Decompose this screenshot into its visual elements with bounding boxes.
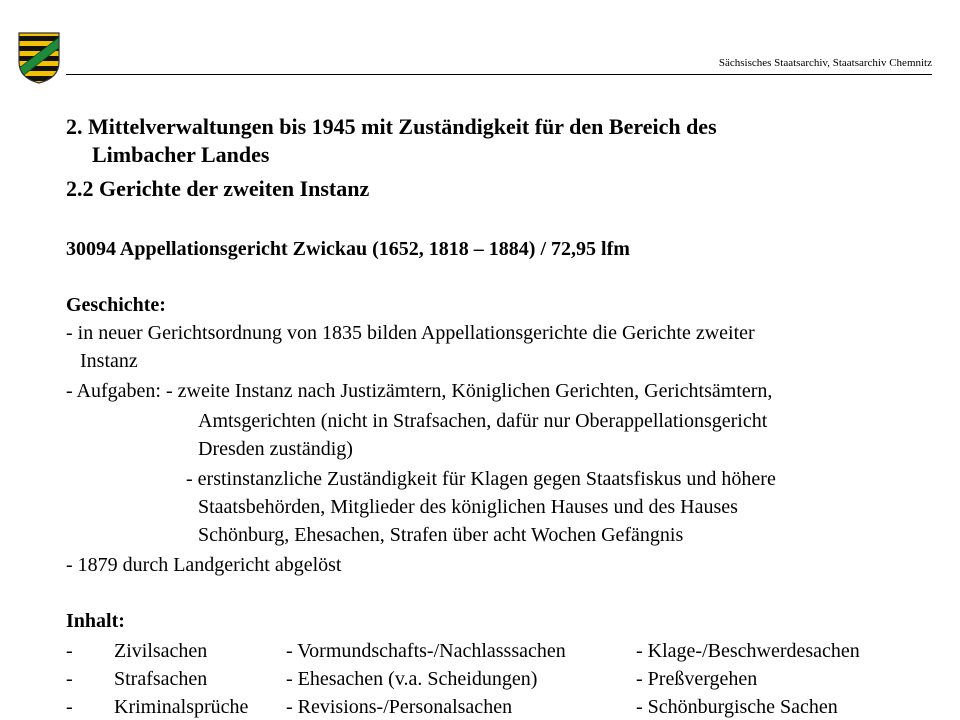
history-line: - 1879 durch Landgericht abgelöst xyxy=(66,554,342,576)
content-item: - Vormundschafts-/Nachlasssachen xyxy=(286,640,566,662)
record-heading: 30094 Appellationsgericht Zwickau (1652, 1818 – 1884) / 72,95 lfm xyxy=(66,238,630,260)
content-bullet: - xyxy=(66,640,73,662)
content-item: Zivilsachen xyxy=(114,640,208,662)
content-bullet: - xyxy=(66,696,73,718)
header-divider xyxy=(66,74,932,75)
history-line: Staatsbehörden, Mitglieder des königlichen Hauses und des Hauses xyxy=(198,496,738,518)
content-item: - Ehesachen (v.a. Scheidungen) xyxy=(286,668,538,690)
page-subtitle: 2.2 Gerichte der zweiten Instanz xyxy=(66,176,370,201)
history-line: - in neuer Gerichtsordnung von 1835 bilden Appellationsgerichte die Gerichte zweiter xyxy=(66,322,755,344)
saxony-coat-of-arms-icon xyxy=(18,32,60,84)
content-item: - Schönburgische Sachen xyxy=(636,696,838,718)
content-bullet: - xyxy=(66,668,73,690)
page-title: 2. Mittelverwaltungen bis 1945 mit Zuständigkeit für den Bereich des xyxy=(66,114,717,139)
archive-name: Sächsisches Staatsarchiv, Staatsarchiv Chemnitz xyxy=(718,57,932,69)
content-item: Kriminalsprüche xyxy=(114,696,249,718)
content-row xyxy=(66,668,926,692)
history-line: Instanz xyxy=(80,350,138,372)
history-label: Geschichte: xyxy=(66,294,166,316)
content-row xyxy=(66,696,926,720)
history-line: Schönburg, Ehesachen, Strafen über acht Wochen Gefängnis xyxy=(198,524,684,546)
page-title-continued: Limbacher Landes xyxy=(92,142,270,167)
content-item: - Klage-/Beschwerdesachen xyxy=(636,640,860,662)
history-line: Amtsgerichten (nicht in Strafsachen, dafür nur Oberappellationsgericht xyxy=(198,410,768,432)
content-label: Inhalt: xyxy=(66,610,125,632)
content-item: - Preßvergehen xyxy=(636,668,758,690)
content-item: Strafsachen xyxy=(114,668,208,690)
content-item: - Revisions-/Personalsachen xyxy=(286,696,513,718)
content-row xyxy=(66,640,926,664)
history-line: - Aufgaben: - zweite Instanz nach Justizämtern, Königlichen Gerichten, Gerichtsämtern, xyxy=(66,380,773,402)
history-line: - erstinstanzliche Zuständigkeit für Klagen gegen Staatsfiskus und höhere xyxy=(186,468,776,490)
history-line: Dresden zuständig) xyxy=(198,438,353,460)
